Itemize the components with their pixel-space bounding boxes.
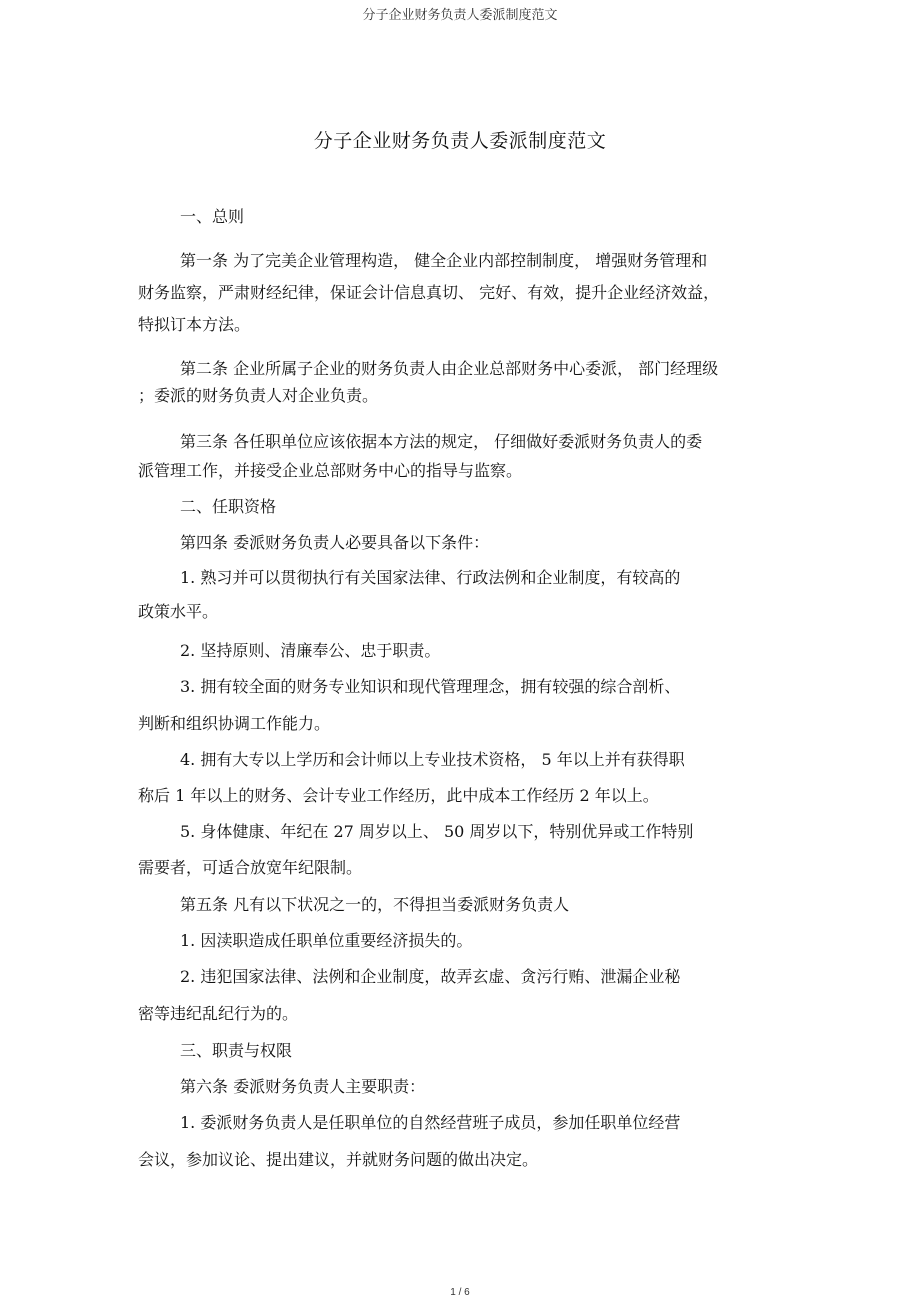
article-4-item-2: 2. 坚持原则、清廉奉公、忠于职责。 xyxy=(180,641,441,660)
article-5-item-2-line-2: 密等违纪乱纪行为的。 xyxy=(138,1004,299,1023)
section-heading-duties: 三、职责与权限 xyxy=(180,1041,293,1060)
article-4-item-4-line-1: 4. 拥有大专以上学历和会计师以上专业技术资格， 5 年以上并有获得职 xyxy=(180,750,685,769)
article-4-item-5-line-1: 5. 身体健康、年纪在 27 周岁以上、 50 周岁以下，特别优异或工作特别 xyxy=(180,822,694,841)
article-6-item-1-line-1: 1. 委派财务负责人是任职单位的自然经营班子成员，参加任职单位经营 xyxy=(180,1113,681,1132)
article-4-item-3-line-1: 3. 拥有较全面的财务专业知识和现代管理理念，拥有较强的综合剖析、 xyxy=(180,677,681,696)
article-2-line-1: 第二条 企业所属子企业的财务负责人由企业总部财务中心委派， 部门经理级 xyxy=(180,359,719,378)
article-4-item-3-line-2: 判断和组织协调工作能力。 xyxy=(138,714,331,733)
running-header: 分子企业财务负责人委派制度范文 xyxy=(362,8,558,23)
section-heading-general: 一、总则 xyxy=(180,207,245,226)
article-4-item-1-line-1: 1. 熟习并可以贯彻执行有关国家法律、行政法例和企业制度，有较高的 xyxy=(180,568,681,587)
article-4-item-1-line-2: 政策水平。 xyxy=(138,602,219,621)
article-4-item-5-line-2: 需要者，可适合放宽年纪限制。 xyxy=(138,858,363,877)
article-4-item-4-line-2: 称后 1 年以上的财务、会计专业工作经历，此中成本工作经历 2 年以上。 xyxy=(138,786,659,805)
page-indicator: 1 / 6 xyxy=(450,1287,470,1298)
document-title: 分子企业财务负责人委派制度范文 xyxy=(313,130,607,152)
article-2-line-2: ；委派的财务负责人对企业负责。 xyxy=(138,386,379,405)
article-5-item-2-line-1: 2. 违犯国家法律、法例和企业制度，故弄玄虚、贪污行贿、泄漏企业秘 xyxy=(180,967,681,986)
article-3-line-2: 派管理工作，并接受企业总部财务中心的指导与监察。 xyxy=(138,461,523,480)
article-1-line-3: 特拟订本方法。 xyxy=(138,315,251,334)
article-6-heading: 第六条 委派财务负责人主要职责： xyxy=(180,1077,426,1096)
article-6-item-1-line-2: 会议，参加议论、提出建议，并就财务问题的做出决定。 xyxy=(138,1150,539,1169)
article-5-heading: 第五条 凡有以下状况之一的，不得担当委派财务负责人 xyxy=(180,895,570,914)
article-3-line-1: 第三条 各任职单位应该依据本方法的规定， 仔细做好委派财务负责人的委 xyxy=(180,432,703,451)
article-1-line-2: 财务监察，严肃财经纪律，保证会计信息真切、 完好、有效，提升企业经济效益， xyxy=(138,283,720,302)
article-5-item-1: 1. 因渎职造成任职单位重要经济损失的。 xyxy=(180,931,473,950)
section-heading-qualifications: 二、任职资格 xyxy=(180,497,277,516)
article-4-heading: 第四条 委派财务负责人必要具备以下条件： xyxy=(180,533,490,552)
article-1-line-1: 第一条 为了完美企业管理构造， 健全企业内部控制制度， 增强财务管理和 xyxy=(180,251,708,270)
